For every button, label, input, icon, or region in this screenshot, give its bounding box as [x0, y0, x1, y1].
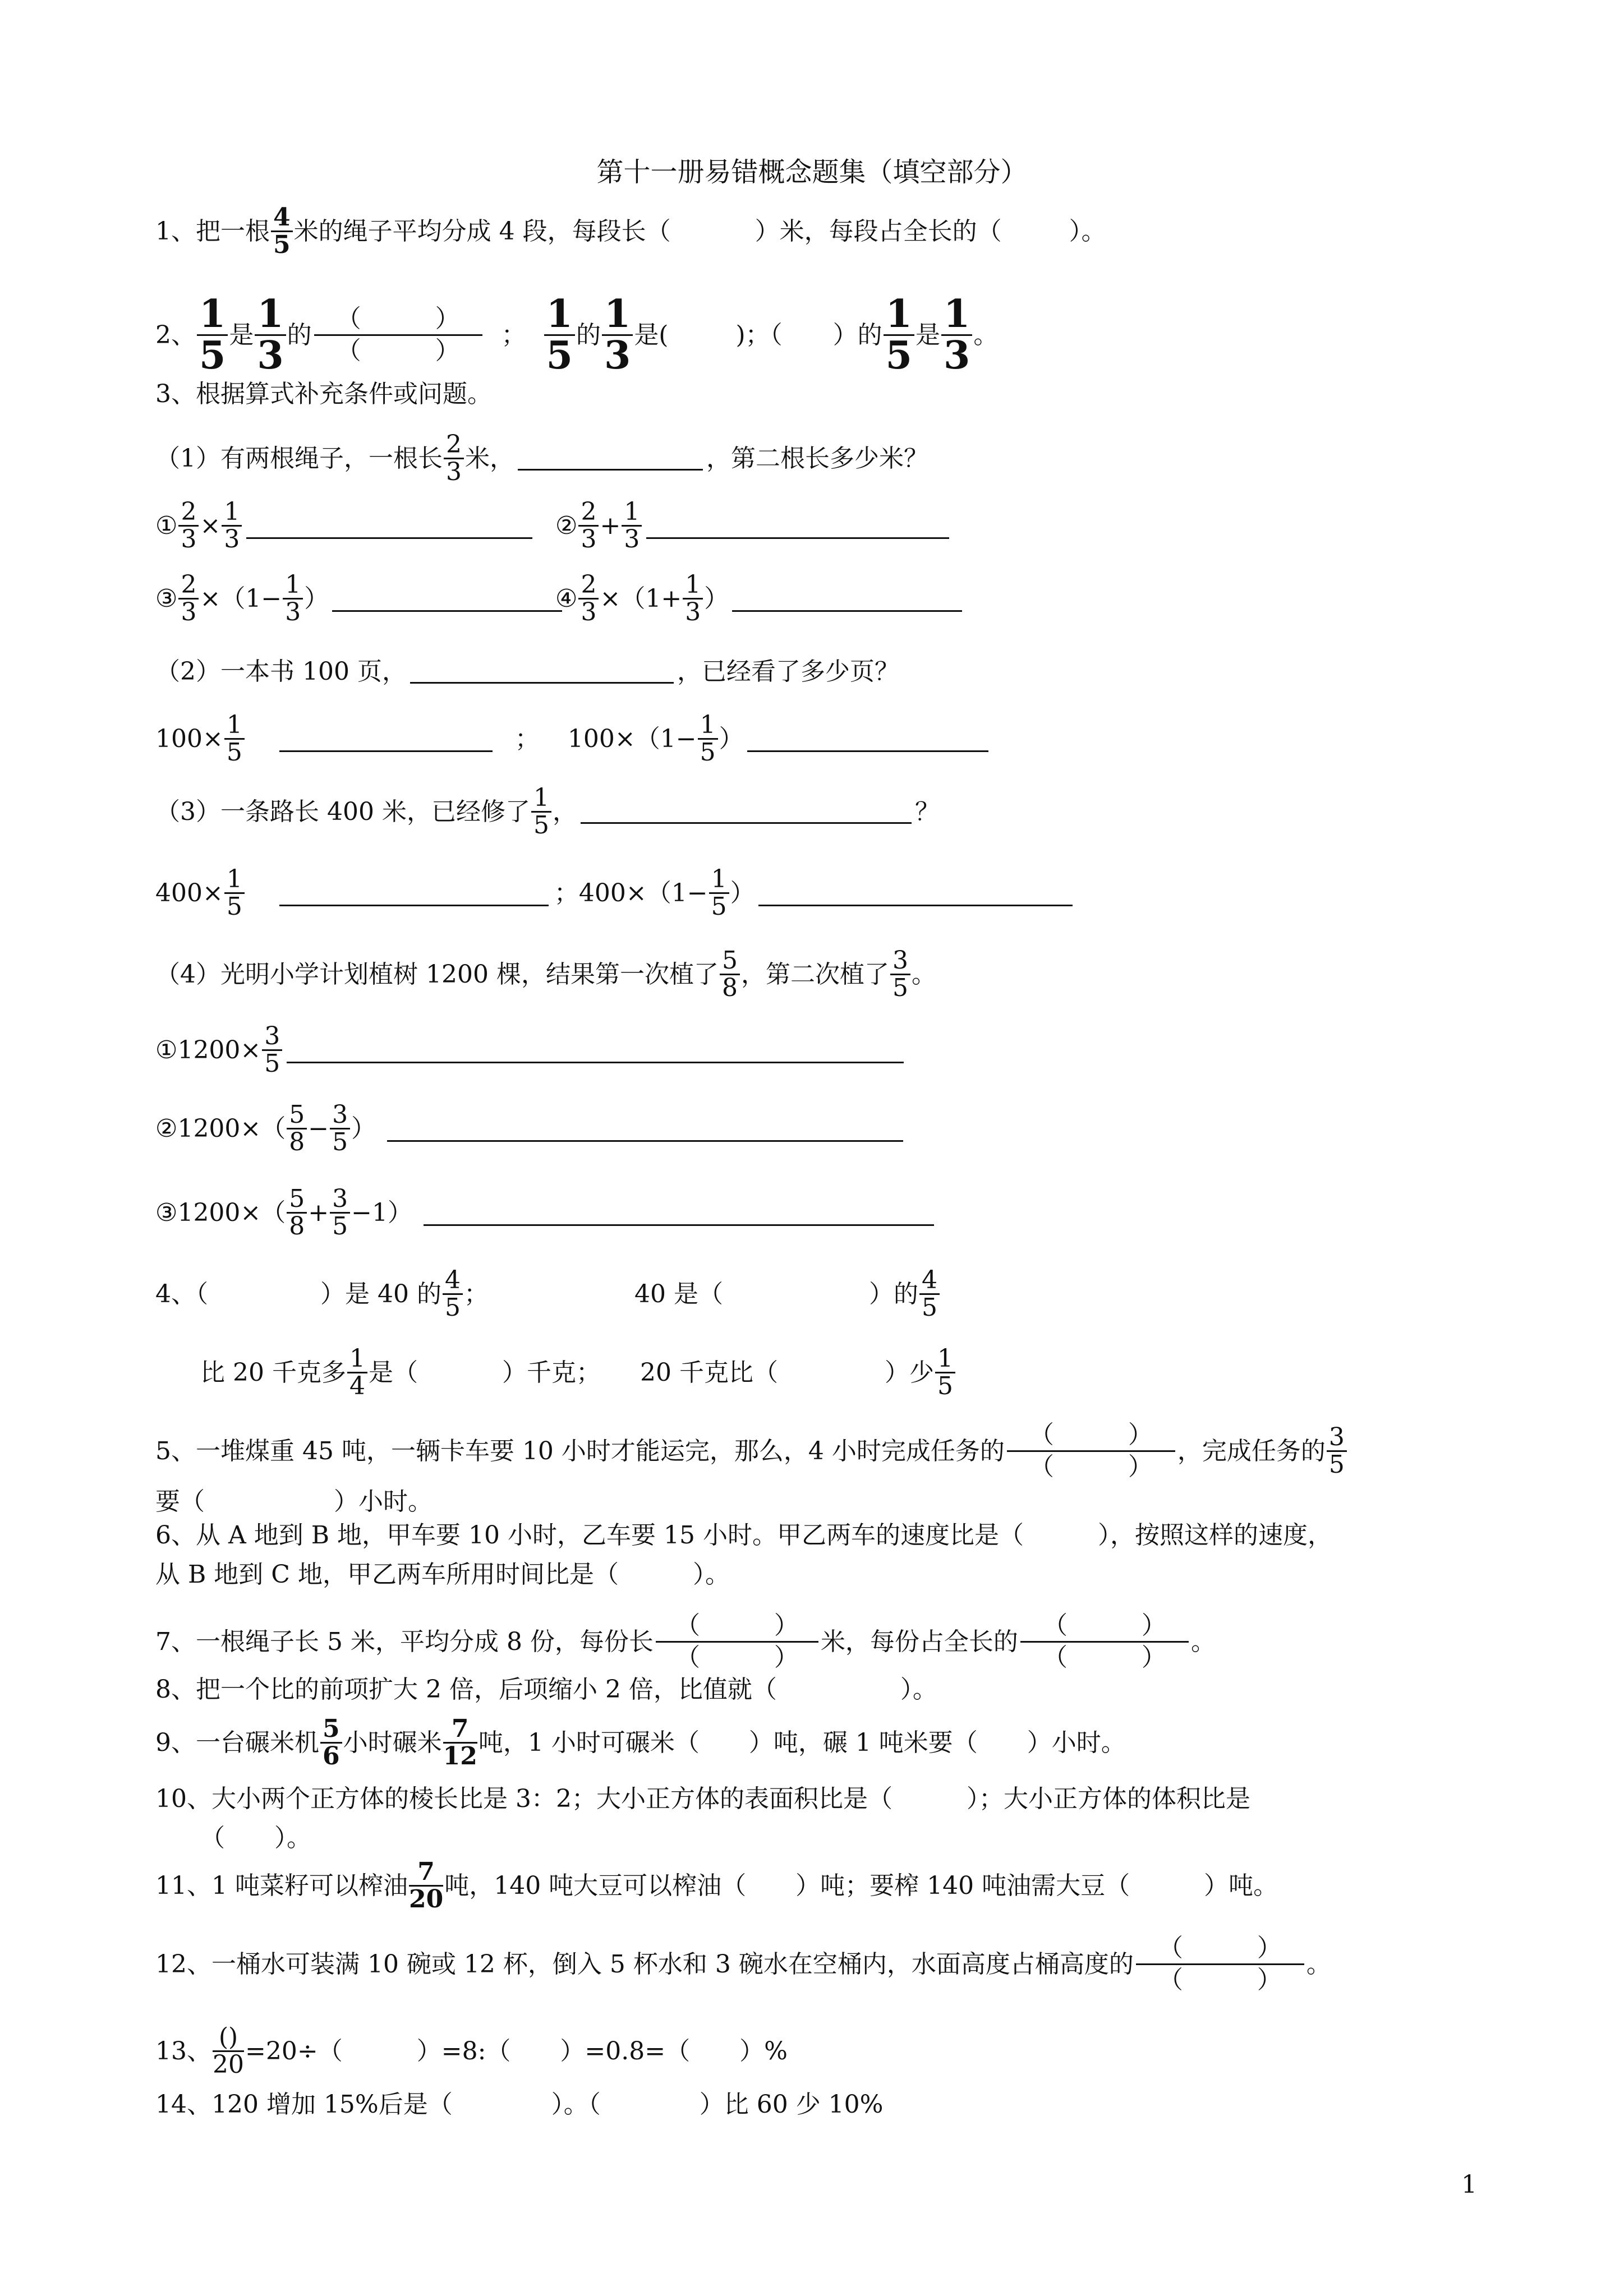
answer-blank[interactable] [279, 750, 493, 752]
blank-fraction[interactable]: （ ） （ ） [1020, 1611, 1189, 1673]
answer-blank[interactable] [518, 469, 703, 471]
fraction: $\frac{1}{3}$ [255, 294, 286, 376]
question-7: 7、一根绳子长 5 米，平均分成 8 份，每份长 （ ） （ ） 米，每份占全长的 （ ） （ ） 。 [155, 1611, 1216, 1672]
question-3-4: （4）光明小学计划植树 1200 棵，结果第一次植了 $\frac{5}{8}$ ，第二次植了 $\frac{3}{5}$ 。 [155, 946, 936, 1002]
fraction: $\frac{3}{5}$ [262, 1023, 282, 1077]
question-3-title: 3、根据算式补充条件或问题。 [155, 379, 492, 408]
page-title: 第十一册易错概念题集（填空部分） [596, 156, 1028, 188]
answer-blank[interactable] [387, 1140, 903, 1142]
fraction: $\frac{7}{20}$ [408, 1857, 444, 1914]
fraction: $\frac{1}{3}$ [222, 499, 242, 552]
expr-row-2b: ④ $\frac{2}{3}$ ×（1+ $\frac{1}{3}$ ） [555, 566, 965, 628]
question-5: 5、一堆煤重 45 吨，一辆卡车要 10 小时才能运完，那么，4 小时完成任务的 （ ） （ ） ，完成任务的 $\frac{3}{5}$ [155, 1419, 1348, 1481]
fraction: $\frac{1}{3}$ [622, 499, 642, 552]
answer-blank[interactable] [758, 905, 1073, 906]
fraction: $\frac{5}{8}$ [287, 1186, 307, 1239]
fraction: $\frac{1}{5}$ [935, 1346, 955, 1399]
fraction: $\frac{7}{12}$ [443, 1714, 477, 1771]
expr-row-4: 400× $\frac{1}{5}$ ；400×（1− $\frac{1}{5}$ ） [155, 861, 1076, 923]
fraction: $\frac{1}{4}$ [347, 1346, 367, 1399]
expr-row-1b: ② $\frac{2}{3}$ + $\frac{1}{3}$ [555, 494, 953, 555]
answer-blank[interactable] [424, 1224, 934, 1226]
question-2: 2、 $\frac{1}{5}$ 是 $\frac{1}{3}$ 的 （ ） （ ） ； $\frac{1}{5}$ 的 $\frac{1}{3}$ 是( )；（ ）的 $\frac{1}{5}$ 是 $\frac{1}{3}$ 。 [155, 292, 999, 379]
fraction: $\frac{5}{6}$ [320, 1716, 342, 1769]
question-4: 4、（ ）是 40 的 $\frac{4}{5}$ ； 40 是（ ）的 $\frac{4}{5}$ [155, 1262, 941, 1324]
expr-row-6: ②1200×（ $\frac{5}{8}$ − $\frac{3}{5}$ ） [155, 1096, 903, 1158]
fraction: $\frac{1}{5}$ [544, 294, 575, 376]
blank-fraction[interactable]: （ ） （ ） [656, 1611, 818, 1673]
question-1: 1、把一根 $\frac{4}{5}$ 米的绳子平均分成 4 段，每段长（ ）米，每段占全长的（ ）。 [155, 202, 1106, 259]
fraction: $\frac{1}{3}$ [941, 294, 972, 376]
blank-fraction[interactable]: （ ） （ ） [1136, 1933, 1304, 1995]
fraction: $\frac{4}{5}$ [443, 1267, 463, 1321]
question-4-row-2: 比 20 千克多 $\frac{1}{4}$ 是（ ）千克； 20 千克比（ ）少 $\frac{1}{5}$ [200, 1340, 956, 1402]
fraction: $\frac{2}{3}$ [444, 432, 464, 485]
fraction: $\frac{4}{5}$ [271, 205, 293, 258]
expr-row-7: ③1200×（ $\frac{5}{8}$ + $\frac{3}{5}$ −1） [155, 1181, 934, 1242]
answer-blank[interactable] [732, 610, 962, 612]
fraction: () 20 [213, 2022, 244, 2079]
answer-blank[interactable] [287, 1062, 904, 1063]
question-14: 14、120 增加 15%后是（ ）。（ ）比 60 少 10% [155, 2090, 884, 2119]
question-3-1: （1）有两根绳子，一根长 $\frac{2}{3}$ 米， ，第二根长多少米？ [155, 430, 928, 486]
fraction: $\frac{1}{5}$ [709, 866, 729, 920]
question-3-3: （3）一条路长 400 米，已经修了 $\frac{1}{5}$ ， ？ [155, 783, 940, 840]
question-3-2: （2）一本书 100 页， ，已经看了多少页？ [155, 657, 899, 686]
fraction: $\frac{3}{5}$ [1327, 1424, 1347, 1478]
fraction: $\frac{4}{5}$ [919, 1267, 940, 1321]
fraction: $\frac{5}{8}$ [720, 948, 740, 1001]
blank-fraction[interactable]: （ ） （ ） [1007, 1420, 1175, 1482]
fraction: $\frac{1}{3}$ [683, 572, 703, 625]
answer-blank[interactable] [646, 537, 949, 539]
answer-blank[interactable] [332, 610, 562, 612]
fraction: $\frac{1}{3}$ [283, 572, 303, 625]
question-13: 13、 () 20 =20÷（ ）=8:（ ）=0.8=（ ）% [155, 2022, 788, 2079]
question-8: 8、把一个比的前项扩大 2 倍，后项缩小 2 倍，比值就（ ）。 [155, 1675, 937, 1704]
fraction: $\frac{1}{5}$ [224, 712, 245, 766]
answer-blank[interactable] [410, 682, 674, 684]
answer-blank[interactable] [747, 750, 988, 752]
question-11: 11、1 吨菜籽可以榨油 $\frac{7}{20}$ 吨，140 吨大豆可以榨油（ ）吨；要榨 140 吨油需大豆（ ）吨。 [155, 1857, 1278, 1914]
question-10: 10、大小两个正方体的棱长比是 3：2；大小正方体的表面积比是（ ）；大小正方体的体积比是 [155, 1784, 1250, 1813]
expr-row-2: ③ $\frac{2}{3}$ ×（1− $\frac{1}{3}$ ） [155, 566, 565, 628]
expr-row-1: ① $\frac{2}{3}$ × $\frac{1}{3}$ [155, 494, 536, 555]
fraction: $\frac{1}{5}$ [884, 294, 914, 376]
question-10-row-2: （ ）。 [200, 1823, 311, 1852]
question-6-row-2: 从 B 地到 C 地，甲乙两车所用时间比是（ ）。 [155, 1560, 730, 1589]
fraction: $\frac{3}{5}$ [330, 1186, 350, 1239]
question-5-row-2: 要（ ）小时。 [155, 1487, 433, 1516]
fraction: $\frac{2}{3}$ [578, 499, 599, 552]
fraction: $\frac{1}{5}$ [197, 294, 228, 376]
fraction: $\frac{1}{3}$ [602, 294, 633, 376]
question-12: 12、一桶水可装满 10 碗或 12 杯，倒入 5 杯水和 3 碗水在空桶内，水面高度占桶高度的 （ ） （ ） 。 [155, 1934, 1331, 1994]
fraction: $\frac{5}{8}$ [287, 1102, 307, 1155]
fraction: $\frac{1}{5}$ [224, 866, 245, 920]
fraction: $\frac{2}{3}$ [178, 572, 199, 625]
fraction: $\frac{2}{3}$ [578, 572, 599, 625]
answer-blank[interactable] [279, 905, 549, 906]
page-number: 1 [1461, 2170, 1477, 2199]
answer-blank[interactable] [581, 822, 912, 824]
fraction: $\frac{1}{5}$ [698, 712, 718, 766]
fraction: $\frac{3}{5}$ [890, 948, 910, 1001]
expr-row-3: 100× $\frac{1}{5}$ ； 100×（1− $\frac{1}{5}$ ） [155, 707, 992, 768]
blank-fraction[interactable]: （ ） （ ） [314, 304, 482, 366]
expr-row-5: ①1200× $\frac{3}{5}$ [155, 1018, 907, 1080]
question-6: 6、从 A 地到 B 地，甲车要 10 小时，乙车要 15 小时。甲乙两车的速度比是（ ），按照这样的速度， [155, 1520, 1332, 1550]
question-9: 9、一台碾米机 $\frac{5}{6}$ 小时碾米 $\frac{7}{12}$ 吨，1 小时可碾米（ ）吨，碾 1 吨米要（ ）小时。 [155, 1714, 1126, 1771]
fraction: $\frac{2}{3}$ [178, 499, 199, 552]
fraction: $\frac{3}{5}$ [330, 1102, 350, 1155]
fraction: $\frac{1}{5}$ [531, 785, 551, 838]
answer-blank[interactable] [246, 537, 532, 539]
